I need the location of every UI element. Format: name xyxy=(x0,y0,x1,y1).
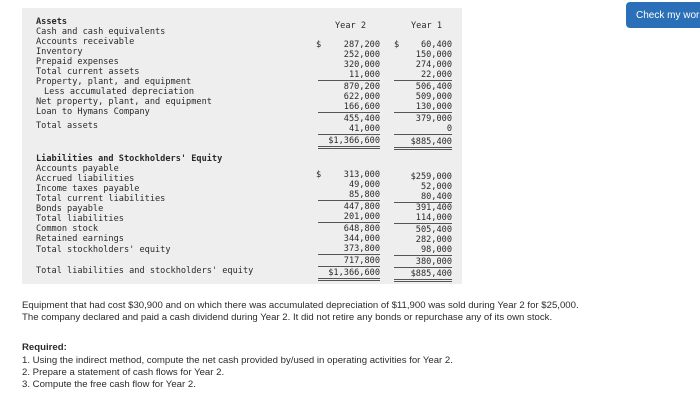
row-label: Cash and cash equivalents xyxy=(36,27,166,37)
value-year2: 201,000 xyxy=(318,212,380,223)
value-year2: 320,000 xyxy=(343,60,380,70)
value-year2: 455,400 xyxy=(343,114,380,124)
row-label: Loan to Hymans Company xyxy=(36,107,150,117)
value-year1: 506,400 xyxy=(415,82,452,92)
value-year1: 282,000 xyxy=(415,235,452,245)
value-year1: 274,000 xyxy=(415,60,452,70)
value-year1: 114,000 xyxy=(394,213,452,224)
value-year2: $1,366,600 xyxy=(318,268,380,281)
row-label: Bonds payable xyxy=(36,204,104,214)
header-year1: Year 1 xyxy=(411,21,443,31)
row-label: Total current liabilities xyxy=(36,194,166,204)
value-year1: 60,400 xyxy=(420,40,452,50)
value-year2: 252,000 xyxy=(343,50,380,60)
value-year1: 380,000 xyxy=(394,257,452,268)
row-label: Total current assets xyxy=(36,67,140,77)
value-year2: 49,000 xyxy=(348,180,380,190)
value-year1: 150,000 xyxy=(415,50,452,60)
value-year1: $259,000 xyxy=(410,172,452,182)
value-year2: 287,200 xyxy=(343,40,380,50)
row-label: Net property, plant, and equipment xyxy=(36,97,212,107)
value-year2: 717,800 xyxy=(318,256,380,267)
required-item-3: 3. Compute the free cash flow for Year 2. xyxy=(22,379,196,390)
check-my-work-button[interactable]: Check my wor xyxy=(626,2,700,28)
dollar-sign: $ xyxy=(394,40,400,50)
value-year2: $1,366,600 xyxy=(318,136,380,149)
value-year2: 622,000 xyxy=(343,92,380,102)
required-item-1: 1. Using the indirect method, compute the net cash provided by/used in operating activities for Year 2. xyxy=(22,355,453,366)
value-year2: 870,200 xyxy=(343,82,380,92)
value-year1: 379,000 xyxy=(415,114,452,124)
dollar-sign: $ xyxy=(316,170,322,180)
value-year1: 509,000 xyxy=(415,92,452,102)
problem-text-line2: The company declared and paid a cash dividend during Year 2. It did not retire any bonds or repurchase any of its own stock. xyxy=(22,312,553,323)
value-year1: 505,400 xyxy=(415,225,452,235)
value-year1: 130,000 xyxy=(394,102,452,113)
row-label: Accrued liabilities xyxy=(36,174,135,184)
row-label: Retained earnings xyxy=(36,234,124,244)
row-label: Total liabilities xyxy=(36,214,124,224)
row-label: Total assets xyxy=(36,121,99,131)
row-label-liabilities-heading: Liabilities and Stockholders' Equity xyxy=(36,154,223,164)
row-label: Accounts receivable xyxy=(36,37,135,47)
value-year2: 41,000 xyxy=(318,124,380,135)
value-year2: 313,000 xyxy=(343,170,380,180)
row-label: Total stockholders' equity xyxy=(36,245,171,255)
required-heading: Required: xyxy=(22,342,67,353)
value-year2: 85,800 xyxy=(318,190,380,201)
value-year1: $885,400 xyxy=(394,269,452,282)
value-year2: 344,000 xyxy=(343,234,380,244)
row-label: Common stock xyxy=(36,224,99,234)
balance-sheet-image xyxy=(22,8,462,284)
value-year1: 391,400 xyxy=(415,203,452,213)
row-label: Accounts payable xyxy=(36,164,119,174)
header-year2: Year 2 xyxy=(335,21,367,31)
row-label-assets: Assets xyxy=(36,17,68,27)
value-year1: 52,000 xyxy=(420,182,452,192)
value-year1: 22,000 xyxy=(394,70,452,81)
row-label: Inventory xyxy=(36,47,83,57)
value-year1: 80,400 xyxy=(394,192,452,203)
value-year2: 447,800 xyxy=(343,202,380,212)
row-label: Less accumulated depreciation xyxy=(44,87,195,97)
value-year1: $885,400 xyxy=(394,137,452,150)
value-year2: 373,800 xyxy=(318,244,380,255)
row-label: Income taxes payable xyxy=(36,184,140,194)
value-year2: 166,600 xyxy=(318,102,380,113)
row-label: Total liabilities and stockholders' equity xyxy=(36,266,254,276)
value-year2: 648,800 xyxy=(343,224,380,234)
value-year2: 11,000 xyxy=(318,70,380,81)
problem-text-line1: Equipment that had cost $30,900 and on which there was accumulated depreciation of $11,900 was sold during Year 2 for $25,000. xyxy=(22,300,579,311)
required-item-2: 2. Prepare a statement of cash flows for Year 2. xyxy=(22,367,225,378)
value-year1: 0 xyxy=(394,124,452,135)
dollar-sign: $ xyxy=(316,40,322,50)
value-year1: 98,000 xyxy=(394,245,452,256)
row-label: Prepaid expenses xyxy=(36,57,119,67)
row-label: Property, plant, and equipment xyxy=(36,77,192,87)
